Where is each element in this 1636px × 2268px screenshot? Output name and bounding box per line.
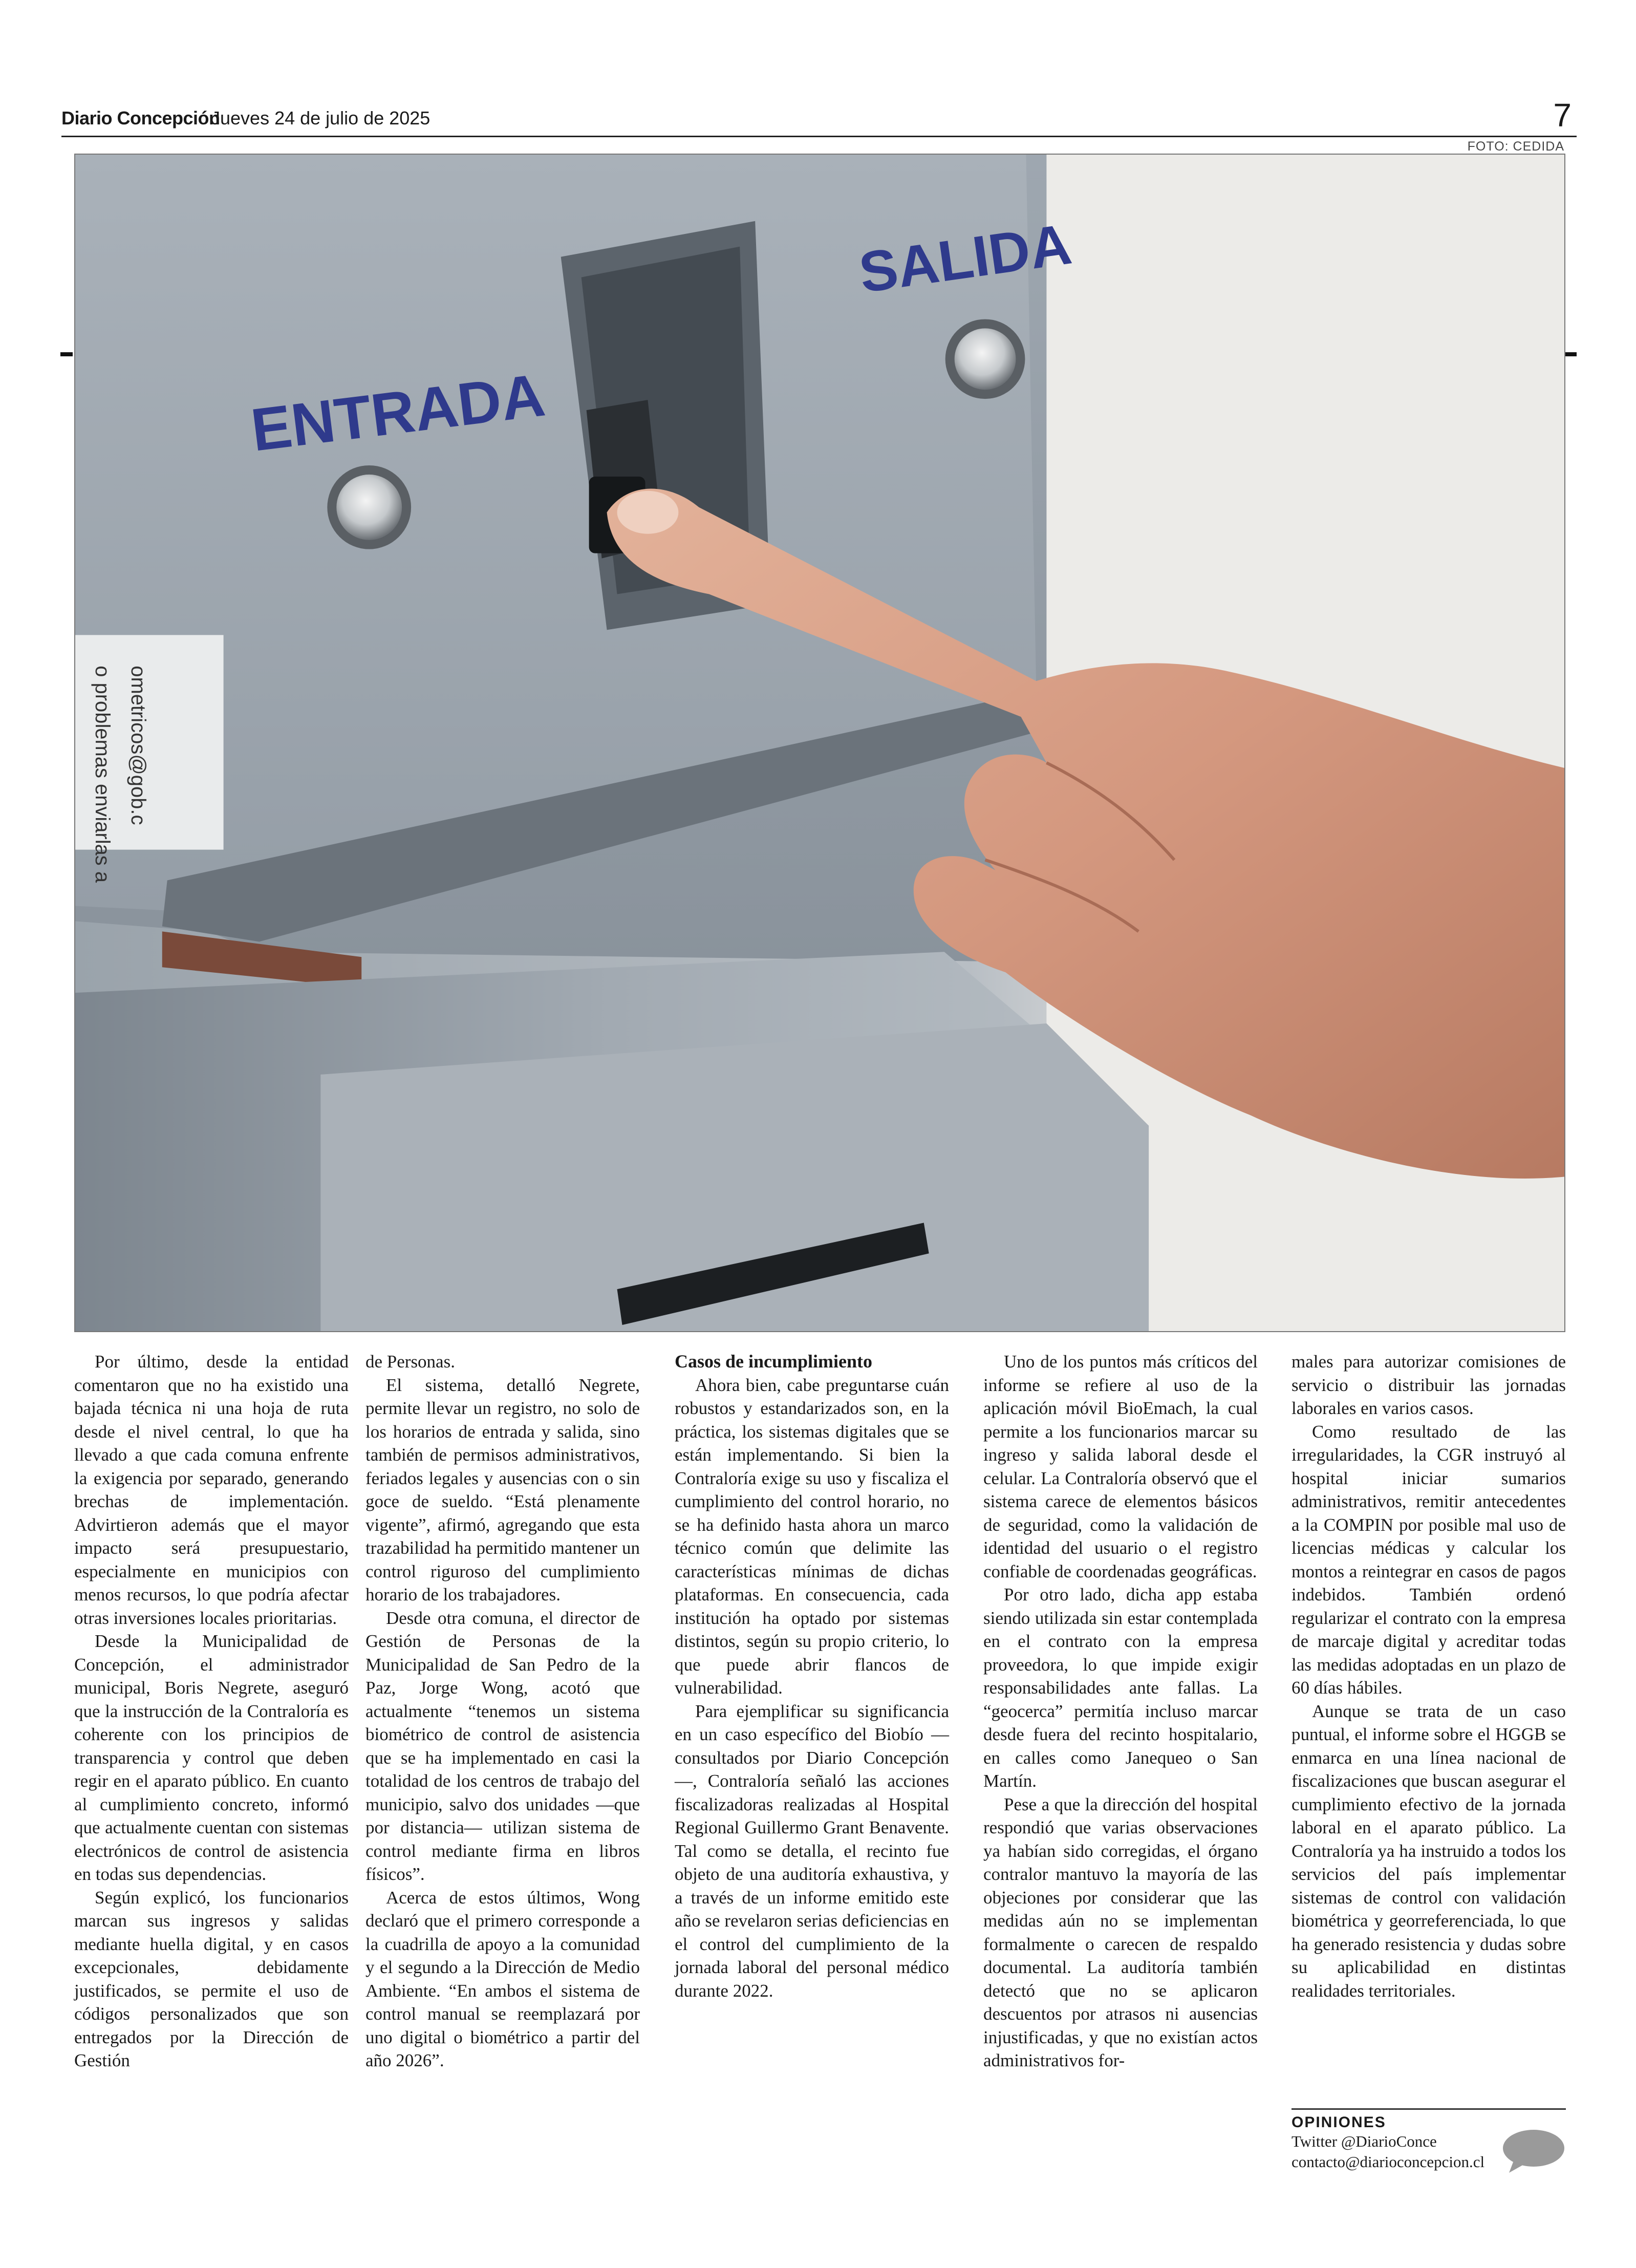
- paragraph: Por último, desde la entidad comentaron que no ha existido una bajada técnica ni una hoja de ruta desde el nivel central, lo que ha llevado a que cada comuna enfrente la exigencia por separado, generando brechas de implementación. Advirtieron además que el mayor impacto será presupuestario, especialmente en municipios con menos recursos, lo que podría afectar otras inversiones locales prioritarias.: [74, 1352, 349, 1628]
- article-column-2: [365, 1350, 640, 2072]
- paragraph: El sistema, detalló Negrete, permite llevar un registro, no solo de los horarios de entrada y salida, sino también de permisos administrativos, feriados legales y ausencias con o sin goce de sueldo. “Está plenamente vigente”, afirmó, agregando que esta trazabilidad ha permitido mantener un control riguroso del cumplimiento horario de los trabajadores.: [365, 1375, 640, 1604]
- article-photo: [74, 154, 1565, 1332]
- opinions-title: OPINIONES: [1291, 2114, 1386, 2131]
- photo-credit: FOTO: CEDIDA: [1467, 139, 1564, 154]
- article-column-5: [1291, 1350, 1566, 2002]
- paragraph: Desde la Municipalidad de Concepción, el administrador municipal, Boris Negrete, aseguró que la instrucción de la Contraloría es coherente con los principios de transparencia y control que deben regir en el aparato público. En cuanto al cumplimiento concreto, informó que actualmente cuentan con sistemas electrónicos de control de asistencia en todas sus dependencias.: [74, 1631, 349, 1884]
- header-rule: [61, 136, 1577, 137]
- entrada-label: ENTRADA: [247, 360, 549, 464]
- salida-label: SALIDA: [855, 211, 1075, 305]
- margin-mark-left: [60, 352, 73, 356]
- publication-date: Jueves 24 de julio de 2025: [211, 108, 430, 129]
- paragraph: males para autorizar comisiones de servicio o distribuir las jornadas laborales en varios casos.: [1291, 1352, 1566, 1418]
- paragraph: Aunque se trata de un caso puntual, el informe sobre el HGGB se enmarca en una línea nacional de fiscalizaciones que buscan asegurar el cumplimiento efectivo de la jornada laboral en el aparato público. La Contraloría ya ha instruido a todos los servicios del país implementar sistemas de control con validación biométrica y georreferenciada, lo que ha generado resistencia y dudas sobre su aplicabilidad en distintas realidades territoriales.: [1291, 1701, 1566, 2001]
- paragraph: Uno de los puntos más críticos del informe se refiere al uso de la aplicación móvil BioEmach, la cual permite a los funcionarios marcar su ingreso y salida laboral desde el celular. La Contraloría observó que el sistema carece de elementos básicos de seguridad, como la validación de identidad del usuario o el registro confiable de coordenadas geográficas.: [983, 1352, 1258, 1581]
- opinions-box: [1291, 2108, 1566, 2172]
- svg-text:ometricos@gob.c: ometricos@gob.c: [126, 666, 149, 825]
- opinions-email[interactable]: contacto@diarioconcepcion.cl: [1291, 2153, 1485, 2171]
- page-number: 7: [1553, 97, 1572, 134]
- opinions-rule: [1291, 2108, 1566, 2110]
- speech-bubble-icon: [1499, 2128, 1565, 2174]
- paragraph: Por otro lado, dicha app estaba siendo utilizada sin estar contemplada en el contrato con la empresa proveedora, lo que impide exigir responsabilidades ante fallas. La “geocerca” permitía incluso marcar desde fuera del recinto hospitalario, en calles como Janequeo o San Martín.: [983, 1585, 1258, 1791]
- paragraph: Según explicó, los funcionarios marcan sus ingresos y salidas mediante huella digital, y en casos excepcionales, debidamente justificados, se permite el uso de códigos personalizados que son entregados por la Dirección de Gestión: [74, 1887, 349, 2070]
- paragraph: Ahora bien, cabe preguntarse cuán robustos y estandarizados son, en la práctica, los sistemas digitales que se están implementando. Si bien la Contraloría exige su uso y fiscaliza el cumplimiento del control horario, no se ha definido hasta ahora un marco técnico común que delimite las características mínimas de dichas plataformas. En consecuencia, cada institución ha optado por sistemas distintos, según su propio criterio, lo que puede abrir flancos de vulnerabilidad.: [675, 1375, 949, 1698]
- paragraph: de Personas.: [365, 1352, 455, 1372]
- paragraph: Pese a que la dirección del hospital respondió que varias observaciones ya habían sido corregidas, el órgano contralor mantuvo la mayoría de las objeciones por considerar que las medidas aún no se implementan formalmente o carecen de respaldo documental. La auditoría también detectó que no se aplicaron descuentos por atrasos ni ausencias injustificadas, y que no existían actos administrativos for-: [983, 1794, 1258, 2070]
- time-clock-photo: [75, 155, 1564, 1331]
- svg-text:o problemas enviarlas a: o problemas enviarlas a: [91, 666, 114, 883]
- paragraph: Desde otra comuna, el director de Gestión de Personas de la Municipalidad de San Pedro de la Paz, Jorge Wong, acotó que actualmente “tenemos un sistema biométrico de control de asistencia que se ha implementado en casi la totalidad de los centros de trabajo del municipio, salvo dos unidades —que por distancia— utilizan sistema de control mediante firma en libros físicos”.: [365, 1608, 640, 1884]
- publication-name: Diario Concepción: [61, 108, 220, 129]
- subheading: Casos de incumplimiento: [675, 1351, 873, 1372]
- paragraph: Para ejemplificar su significancia en un caso específico del Biobío —consultados por Diario Concepción—, Contraloría señaló las acciones fiscalizadoras realizadas al Hospital Regional Guillermo Grant Benavente. Tal como se detalla, el recinto fue objeto de una auditoría exhaustiva, y a través de un informe emitido este año se revelaron serias deficiencias en el control del cumplimiento de la jornada laboral del personal médico durante 2022.: [675, 1701, 949, 2001]
- article-column-1: [74, 1350, 349, 2072]
- article-column-3: [675, 1350, 949, 2002]
- opinions-twitter[interactable]: Twitter @DiarioConce: [1291, 2132, 1437, 2150]
- paragraph: Acerca de estos últimos, Wong declaró que el primero corresponde a la cuadrilla de apoyo a la comunidad y el segundo a la Dirección de Medio Ambiente. “En ambos el sistema de control manual se reemplazará por uno digital o biométrico a partir del año 2026”.: [365, 1887, 640, 2070]
- article-column-4: [983, 1350, 1258, 2072]
- page-header: [61, 97, 1577, 134]
- paragraph: Como resultado de las irregularidades, la CGR instruyó al hospital iniciar sumarios administrativos, remitir antecedentes a la COMPIN por posible mal uso de licencias médicas y calcular los montos a reintegrar en casos de pagos indebidos. También ordenó regularizar el contrato con la empresa de marcaje digital y acreditar todas las medidas adoptadas en un plazo de 60 días hábiles.: [1291, 1421, 1566, 1698]
